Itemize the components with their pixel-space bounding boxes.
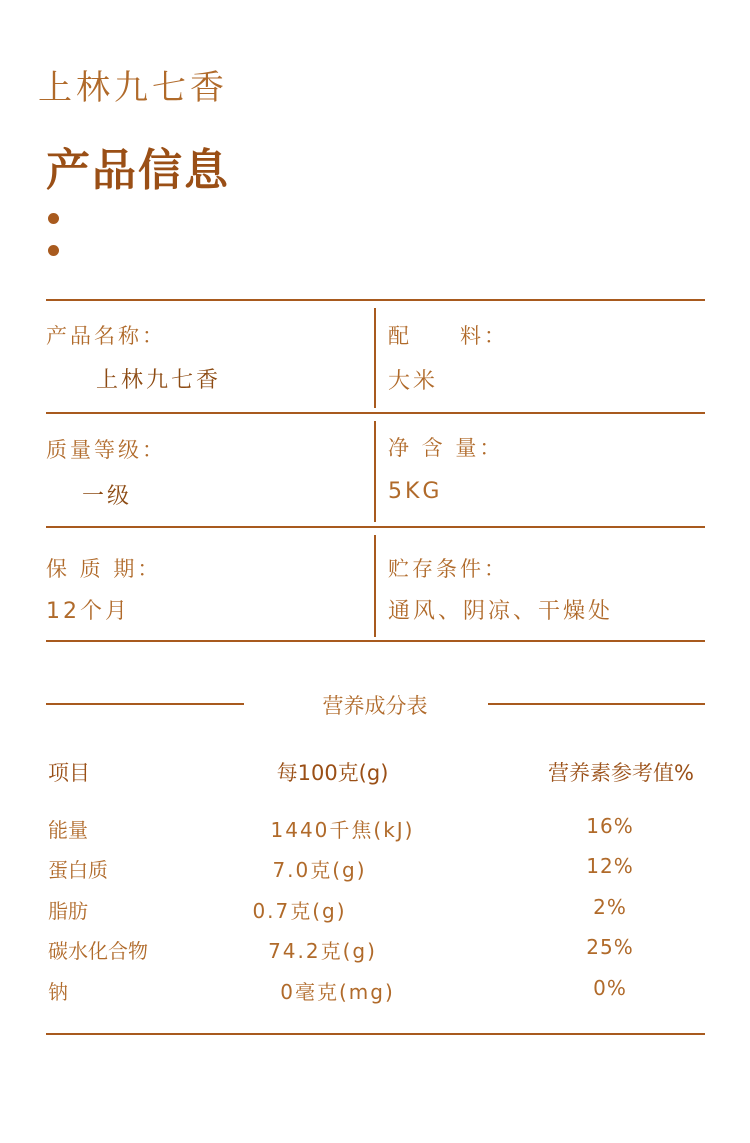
nutrient-nrv: 12%: [586, 854, 634, 878]
nutrient-amount: 0.7克(g): [252, 899, 347, 923]
column-divider: [374, 308, 376, 408]
table-divider: [46, 640, 705, 642]
header-nrv: 营养素参考值%: [548, 761, 694, 785]
nutrient-name: 碳水化合物: [48, 939, 148, 963]
nutrient-nrv: 25%: [586, 935, 634, 959]
bullet-dot: [48, 213, 59, 224]
nutrient-name: 蛋白质: [48, 858, 108, 882]
header-item: 项目: [48, 761, 90, 785]
column-divider: [374, 535, 376, 637]
table-bottom-rule: [46, 1033, 705, 1035]
nutrient-name: 脂肪: [48, 899, 88, 923]
header-per100: 每100克(g): [276, 761, 389, 785]
grade-value: 一级: [82, 484, 133, 509]
table-divider: [46, 526, 705, 528]
nutrient-amount: 0毫克(mg): [280, 980, 395, 1004]
bullet-dot: [48, 245, 59, 256]
storage-value: 通风、阴凉、干燥处: [388, 599, 614, 624]
nutrient-amount: 1440千焦(kJ): [270, 818, 415, 842]
nutrient-amount: 74.2克(g): [268, 939, 377, 963]
nutrient-nrv: 0%: [593, 976, 627, 1000]
table-divider: [46, 299, 705, 301]
product-name-label: 产品名称：: [46, 324, 166, 348]
table-row: [0, 976, 750, 1006]
nutrient-name: 钠: [48, 980, 68, 1004]
ingredient-value: 大米: [388, 369, 439, 394]
page-title: 产品信息: [46, 145, 230, 196]
nutrient-amount: 7.0克(g): [272, 858, 367, 882]
shelf-life-value: 12个月: [46, 599, 130, 624]
nutrient-nrv: 2%: [593, 895, 627, 919]
product-name-value: 上林九七香: [96, 368, 222, 393]
storage-label: 贮存条件：: [388, 557, 508, 581]
nutrient-name: 能量: [48, 818, 88, 842]
ingredient-label: 配 料：: [388, 324, 508, 348]
nutrient-nrv: 16%: [586, 814, 634, 838]
net-content-label: 净 含 量：: [388, 436, 504, 460]
table-row: [0, 854, 750, 884]
brand-name: 上林九七香: [38, 68, 228, 108]
table-divider: [46, 412, 705, 414]
table-row: [0, 935, 750, 965]
shelf-life-label: 保 质 期：: [46, 557, 162, 581]
nutrition-title: 营养成分表: [322, 694, 428, 718]
table-row: [0, 895, 750, 925]
column-divider: [374, 421, 376, 522]
title-rule-right: [488, 703, 705, 705]
net-content-value: 5KG: [388, 479, 443, 504]
grade-label: 质量等级：: [46, 438, 166, 462]
table-row: [0, 814, 750, 844]
